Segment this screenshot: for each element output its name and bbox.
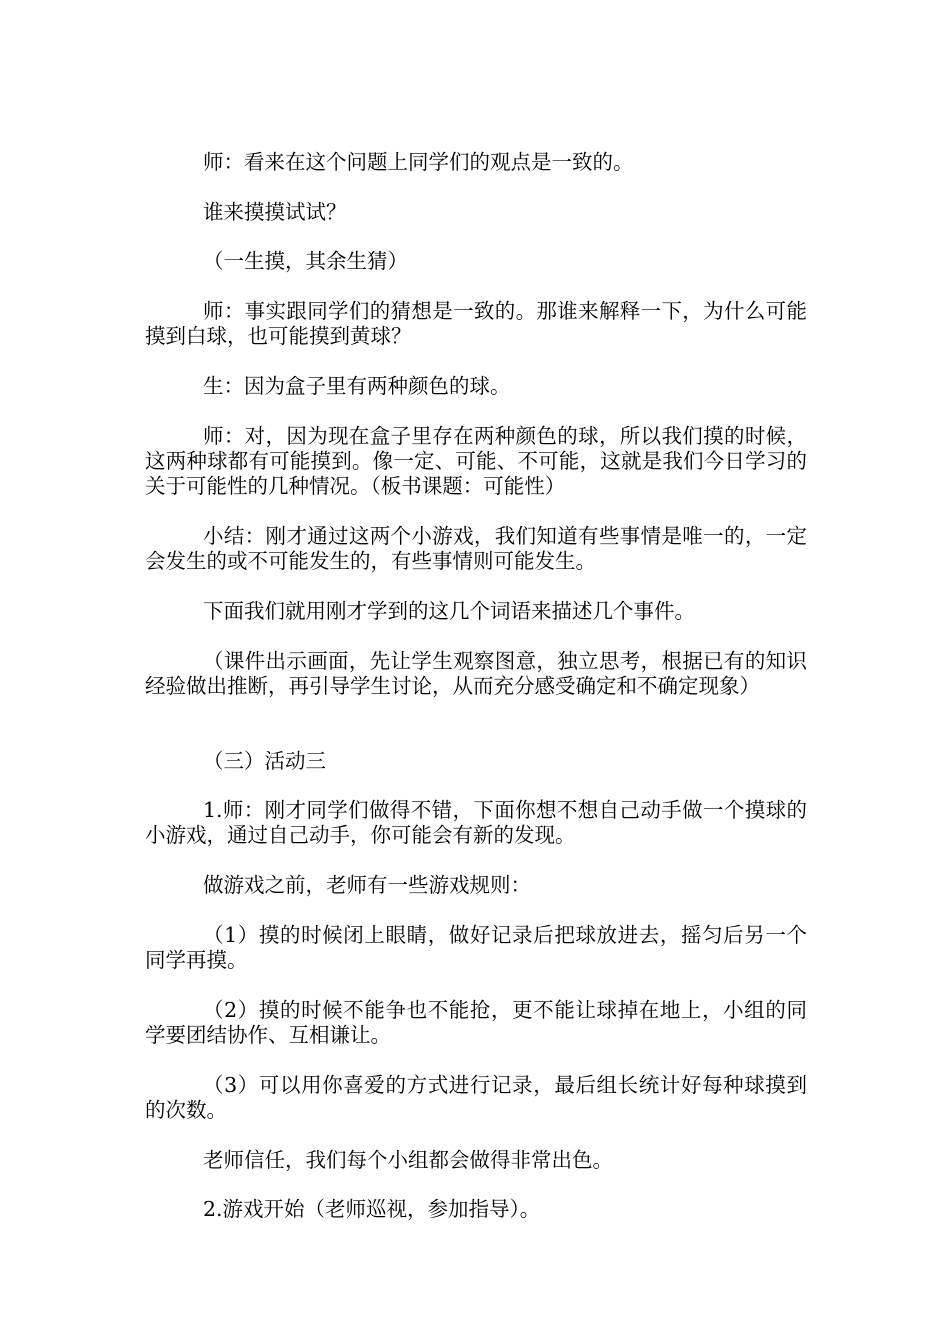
paragraph-teacher-consensus: 师：看来在这个问题上同学们的观点是一致的。 — [203, 150, 634, 174]
paragraph-teacher-summary: 师：对，因为现在盒子里存在两种颜色的球，所以我们摸的时候，这两种球都有可能摸到。像一定、可能、不可能，这就是我们今日学习的关于可能性的几种情况。（板书课题：可能性） — [145, 424, 807, 498]
paragraph-step-1: 1.师：刚才同学们做得不错，下面你想不想自己动手做一个摸球的小游戏，通过自己动手，你可能会有新的发现。 — [145, 798, 807, 847]
paragraph-rule-1: （1）摸的时候闭上眼睛，做好记录后把球放进去，摇匀后另一个同学再摸。 — [145, 923, 807, 972]
paragraph-teacher-explain: 师：事实跟同学们的猜想是一致的。那谁来解释一下，为什么可能摸到白球，也可能摸到黄球？ — [145, 299, 807, 348]
paragraph-teacher-trust: 老师信任，我们每个小组都会做得非常出色。 — [203, 1148, 613, 1172]
paragraph-describe-events: 下面我们就用刚才学到的这几个词语来描述几个事件。 — [203, 599, 695, 623]
section-heading-activity-three: （三）活动三 — [203, 749, 326, 773]
paragraph-rules-intro: 做游戏之前，老师有一些游戏规则： — [203, 873, 531, 897]
paragraph-conclusion: 小结：刚才通过这两个小游戏，我们知道有些事情是唯一的，一定会发生的或不可能发生的，有些事情则可能发生。 — [145, 524, 807, 573]
paragraph-student-answer: 生：因为盒子里有两种颜色的球。 — [203, 374, 511, 398]
paragraph-student-touch: （一生摸，其余生猜） — [203, 249, 408, 273]
paragraph-rule-2: （2）摸的时候不能争也不能抢，更不能让球掉在地上，小组的同学要团结协作、互相谦让。 — [145, 998, 807, 1047]
paragraph-step-2: 2.游戏开始（老师巡视，参加指导）。 — [203, 1197, 541, 1221]
paragraph-rule-3: （3）可以用你喜爱的方式进行记录，最后组长统计好每种球摸到的次数。 — [145, 1073, 807, 1122]
paragraph-courseware: （课件出示画面，先让学生观察图意，独立思考，根据已有的知识经验做出推断，再引导学生讨论，从而充分感受确定和不确定现象） — [145, 649, 807, 698]
paragraph-who-tries: 谁来摸摸试试？ — [203, 200, 347, 224]
